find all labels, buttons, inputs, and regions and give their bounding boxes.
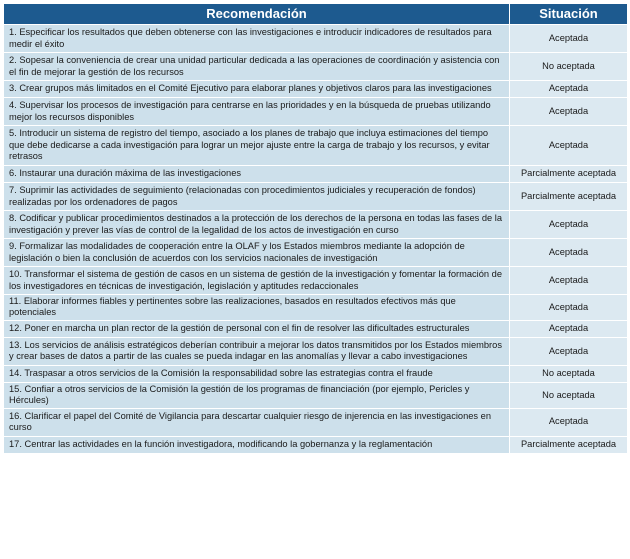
table-row — [4, 25, 628, 53]
table-row — [4, 239, 628, 267]
header-recommendation: Recomendación — [4, 4, 510, 25]
recommendation-cell: 17. Centrar las actividades en la función investigadora, modificando la gobernanza y la reglamentación — [4, 436, 510, 453]
recommendation-cell: 10. Transformar el sistema de gestión de casos en un sistema de gestión de la investigación y fomentar la formación de los investigadores en técnicas de investigación, legislación y aptitudes redaccionales — [4, 267, 510, 295]
recommendation-cell: 13. Los servicios de análisis estratégicos deberían contribuir a mejorar los datos transmitidos por los Estados miembros y crear bases de datos a partir de las cuales se pueda indagar en las anomalías y llevar a cabo investigaciones — [4, 337, 510, 365]
table-row — [4, 365, 628, 382]
status-cell: Aceptada — [510, 337, 628, 365]
table-row — [4, 98, 628, 126]
table-row — [4, 126, 628, 166]
status-cell: Parcialmente aceptada — [510, 166, 628, 183]
recommendation-cell: 8. Codificar y publicar procedimientos destinados a la protección de los derechos de la persona en todas las fases de la investigación y prever las vías de control de la legalidad de los actos de investigación en curso — [4, 211, 510, 239]
table-row — [4, 183, 628, 211]
status-cell: Parcialmente aceptada — [510, 183, 628, 211]
status-cell: Aceptada — [510, 211, 628, 239]
status-cell: Aceptada — [510, 126, 628, 166]
status-cell: No aceptada — [510, 382, 628, 408]
status-cell: No aceptada — [510, 365, 628, 382]
table-row — [4, 53, 628, 81]
status-cell: Aceptada — [510, 295, 628, 321]
recommendation-cell: 12. Poner en marcha un plan rector de la gestión de personal con el fin de resolver las dificultades estructurales — [4, 320, 510, 337]
recommendations-table — [3, 3, 628, 454]
table-row — [4, 382, 628, 408]
recommendation-cell: 6. Instaurar una duración máxima de las investigaciones — [4, 166, 510, 183]
status-cell: Aceptada — [510, 98, 628, 126]
status-cell: Aceptada — [510, 408, 628, 436]
recommendation-cell: 7. Suprimir las actividades de seguimiento (relacionadas con procedimientos judiciales y recuperación de fondos) realizadas por los ordenadores de pagos — [4, 183, 510, 211]
table-row — [4, 166, 628, 183]
table-row — [4, 337, 628, 365]
recommendation-cell: 3. Crear grupos más limitados en el Comité Ejecutivo para elaborar planes y objetivos claros para las investigaciones — [4, 81, 510, 98]
table-row — [4, 436, 628, 453]
status-cell: Aceptada — [510, 239, 628, 267]
recommendation-cell: 5. Introducir un sistema de registro del tiempo, asociado a los planes de trabajo que incluya estimaciones del tiempo que debe dedicarse a cada investigación para lograr un mejor ajuste entre la carga de trabajo y los recursos, y evitar retrasos — [4, 126, 510, 166]
status-cell: No aceptada — [510, 53, 628, 81]
header-status: Situación — [510, 4, 628, 25]
status-cell: Aceptada — [510, 81, 628, 98]
recommendation-cell: 14. Traspasar a otros servicios de la Comisión la responsabilidad sobre las estrategias contra el fraude — [4, 365, 510, 382]
table-header-row — [4, 4, 628, 25]
table-row — [4, 267, 628, 295]
recommendation-cell: 4. Supervisar los procesos de investigación para centrarse en las prioridades y en la búsqueda de pruebas utilizando mejor los recursos disponibles — [4, 98, 510, 126]
table-body — [4, 25, 628, 454]
table-row — [4, 295, 628, 321]
table-row — [4, 211, 628, 239]
status-cell: Aceptada — [510, 320, 628, 337]
table-row — [4, 81, 628, 98]
status-cell: Parcialmente aceptada — [510, 436, 628, 453]
table-row — [4, 408, 628, 436]
status-cell: Aceptada — [510, 267, 628, 295]
table-row — [4, 320, 628, 337]
recommendation-cell: 16. Clarificar el papel del Comité de Vigilancia para descartar cualquier riesgo de injerencia en las investigaciones en curso — [4, 408, 510, 436]
recommendation-cell: 15. Confiar a otros servicios de la Comisión la gestión de los programas de financiación (por ejemplo, Pericles y Hércules) — [4, 382, 510, 408]
recommendation-cell: 9. Formalizar las modalidades de cooperación entre la OLAF y los Estados miembros mediante la adopción de legislación o bien la conclusión de acuerdos con los servicios nacionales de investigación — [4, 239, 510, 267]
status-cell: Aceptada — [510, 25, 628, 53]
recommendation-cell: 2. Sopesar la conveniencia de crear una unidad particular dedicada a las operaciones de coordinación y asistencia con el fin de mejorar la gestión de los recursos — [4, 53, 510, 81]
recommendation-cell: 1. Especificar los resultados que deben obtenerse con las investigaciones e introducir indicadores de resultados para medir el éxito — [4, 25, 510, 53]
recommendation-cell: 11. Elaborar informes fiables y pertinentes sobre las realizaciones, basados en resultados efectivos más que potenciales — [4, 295, 510, 321]
